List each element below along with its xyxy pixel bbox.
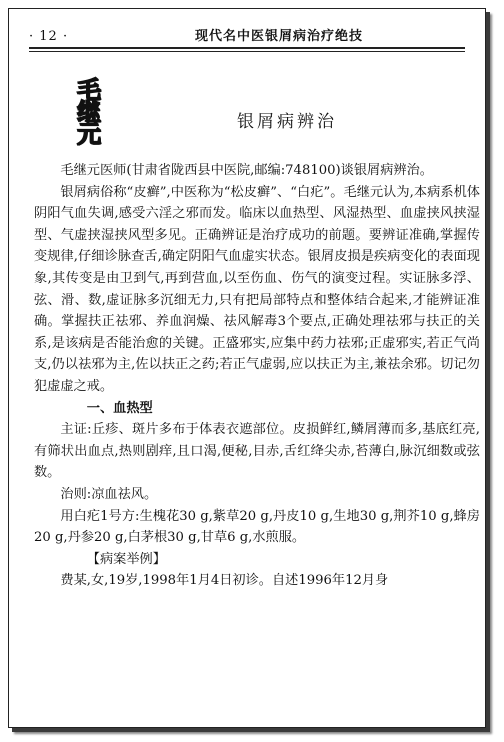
running-title: 现代名中医银屑病治疗绝技 <box>194 29 363 44</box>
page-header <box>29 19 465 49</box>
formula-paragraph: 用白疕1号方:生槐花30 g,紫草20 g,丹皮10 g,生地30 g,荆芥10 g,蜂房20 g,丹参20 g,白茅根30 g,甘草6 g,水煎服。 <box>34 508 480 546</box>
author-char-3: 元 <box>77 119 101 148</box>
author-name-calligraphy <box>67 75 111 148</box>
author-char-1: 毛 <box>77 75 101 104</box>
case-heading: 【病案举例】 <box>86 551 166 567</box>
intro-paragraph: 毛继元医师(甘肃省陇西县中医院,邮编:748100)谈银屑病辨治。 <box>60 163 433 178</box>
symptoms-paragraph: 主证:丘疹、斑片多布于体表衣遮部位。皮损鲜红,鳞屑薄而多,基底红亮,有筛状出血点,热则剧痒,且口渴,便秘,目赤,舌红绛尖赤,苔薄白,脉沉细数或弦数。 <box>34 422 480 481</box>
page-number: · 12 · <box>29 29 69 44</box>
case-paragraph: 费某,女,19岁,1998年1月4日初诊。自述1996年12月身 <box>60 573 389 589</box>
author-char-2: 继 <box>77 97 101 126</box>
treatment-principle: 治则:凉血祛风。 <box>60 486 158 502</box>
article-body <box>34 160 480 592</box>
overview-paragraph: 银屑病俗称“皮癣”,中医称为“松皮癣”、“白疕”。毛继元认为,本病系机体阴阳气血失调,感受六淫之邪而发。临床以血热型、风湿热型、血虚挟风挟湿型、气虚挟湿挟风型多见。正确辨证是治疗成功的前题。要辨证准确,掌握传变规律,仔细诊脉查舌,确定阴阳气血虚实状态。银屑皮损是疾病变化的表面现象,其传变是由卫到气,再到营血,以至伤血、伤气的演变过程。实证脉多浮、弦、滑、数,虚证脉多沉细无力,只有把局部特点和整体结合起来,才能辨证准确。掌握扶正祛邪、养血润燥、祛风解毒3个要点,正确处理祛邪与扶正的关系,是该病是否能治愈的关键。正盛邪实,应集中药力祛邪;正虚邪实,若正气尚支,仍以祛邪为主,佐以扶正之药;若正气虚弱,应以扶正为主,兼祛余邪。切记勿犯虚虚之戒。 <box>34 184 480 394</box>
article-title: 银屑病辨治 <box>237 112 337 132</box>
section-heading: 一、血热型 <box>86 400 153 416</box>
